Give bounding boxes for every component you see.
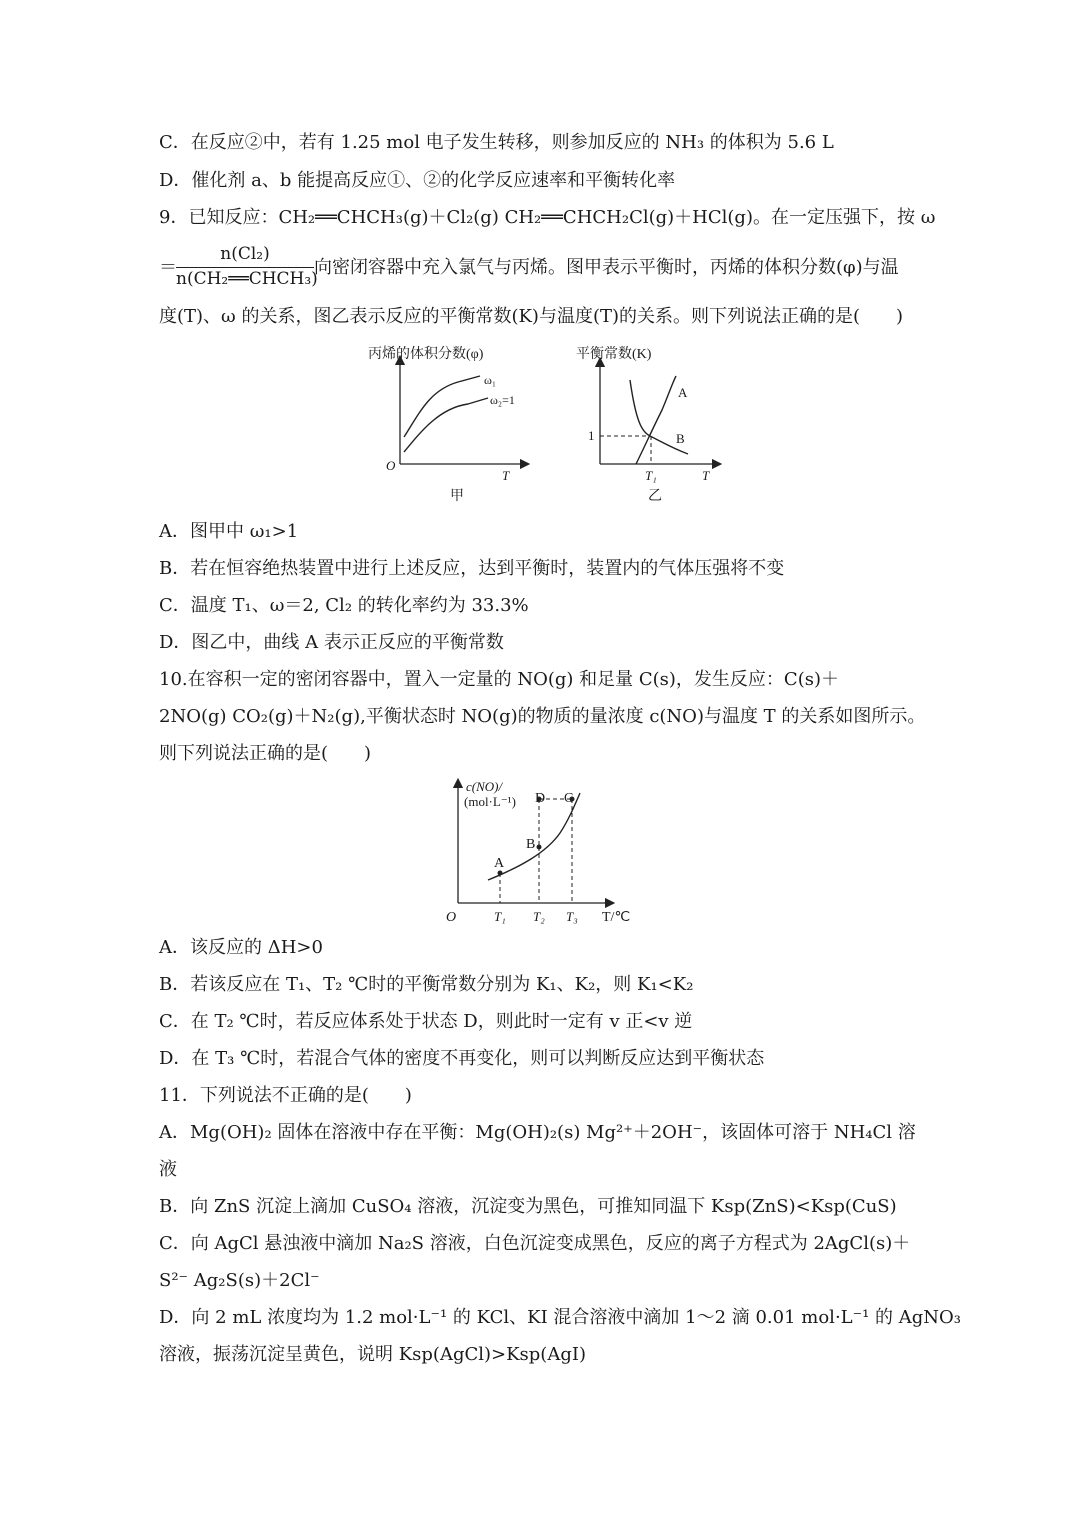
fig3-xlabel: T/℃ (602, 910, 631, 925)
fig3-xtick-t1: T₁ (494, 909, 506, 924)
q9-fraction-denominator: n(CH₂══CHCH₃) (176, 269, 318, 289)
fig3-xtick-t2: T₂ (533, 909, 545, 924)
fig3-origin: O (446, 910, 457, 925)
q8-option-d: D．催化剂 a、b 能提高反应①、②的化学反应速率和平衡转化率 (159, 170, 676, 191)
fig3-point-c: C (564, 791, 574, 806)
q9-figure-yi (572, 340, 722, 505)
q9-fraction-numerator: n(Cl₂) (220, 244, 270, 264)
fig2-ylabel: 平衡常数(K) (576, 347, 652, 362)
fig2-caption: 乙 (648, 489, 662, 504)
q11-option-a-line2: 液 (159, 1159, 177, 1180)
q11-option-c-line1: C．向 AgCl 悬浊液中滴加 Na₂S 溶液，白色沉淀变成黑色，反应的离子方程式为 2AgCl(s)＋ (159, 1233, 911, 1254)
q9-option-b: B．若在恒容绝热装置中进行上述反应，达到平衡时，装置内的气体压强将不变 (159, 558, 785, 579)
fig1-ylabel: 丙烯的体积分数(φ) (368, 347, 484, 362)
q10-stem-line2: 2NO(g) CO₂(g)＋N₂(g),平衡状态时 NO(g)的物质的量浓度 c(NO)与温度 T 的关系如图所示。 (159, 706, 926, 727)
fig3-point-a: A (494, 856, 505, 871)
q11-option-b: B．向 ZnS 沉淀上滴加 CuSO₄ 溶液，沉淀变为黑色，可推知同温下 Ksp(ZnS)<Ksp(CuS) (159, 1196, 897, 1217)
q9-option-d: D．图乙中，曲线 A 表示正反应的平衡常数 (159, 632, 504, 653)
q11-stem: 11．下列说法不正确的是( ) (159, 1085, 412, 1106)
q10-option-b: B．若该反应在 T₁、T₂ ℃时的平衡常数分别为 K₁、K₂，则 K₁<K₂ (159, 974, 694, 995)
fig2-curve-a-label: A (678, 385, 688, 400)
fig1-curve1-label: ω₁ (484, 373, 497, 387)
q9-stem-line3: 度(T)、ω 的关系，图乙表示反应的平衡常数(K)与温度(T)的关系。则下列说法正确的是( ) (159, 306, 904, 327)
q11-option-d-line2: 溶液，振荡沉淀呈黄色，说明 Ksp(AgCl)>Ksp(AgI) (159, 1344, 586, 1365)
q10-stem-line3: 则下列说法正确的是( ) (159, 743, 372, 764)
fig1-curve2-label: ω₂=1 (490, 393, 515, 407)
fig2-curve-b-label: B (676, 431, 685, 446)
fig2-xtick-t1: T₁ (645, 468, 657, 483)
fig2-ytick-1: 1 (588, 428, 595, 443)
q9-option-c: C．温度 T₁、ω＝2, Cl₂ 的转化率约为 33.3% (159, 595, 529, 616)
q9-option-a: A．图甲中 ω₁>1 (159, 521, 299, 542)
q11-option-c-line2: S²⁻ Ag₂S(s)＋2Cl⁻ (159, 1270, 320, 1291)
fig2-xlabel: T (702, 468, 710, 483)
fig3-ylabel-line2: (mol·L⁻¹) (464, 794, 516, 809)
fig3-point-d: D (535, 791, 546, 806)
q9-figure-jia (360, 340, 540, 505)
fig1-origin: O (386, 458, 396, 473)
q10-stem-line1: 10.在容积一定的密闭容器中，置入一定量的 NO(g) 和足量 C(s)，发生反应：C(s)＋ (159, 669, 839, 690)
fig3-point-b: B (526, 837, 536, 852)
q10-figure (440, 775, 650, 930)
q10-option-d: D．在 T₃ ℃时，若混合气体的密度不再变化，则可以判断反应达到平衡状态 (159, 1048, 765, 1069)
q11-option-d-line1: D．向 2 mL 浓度均为 1.2 mol·L⁻¹ 的 KCl、KI 混合溶液中滴加 1～2 滴 0.01 mol·L⁻¹ 的 AgNO₃ (159, 1307, 962, 1328)
fig3-xtick-t3: T₃ (566, 909, 578, 924)
q10-option-a: A．该反应的 ΔH>0 (159, 937, 323, 958)
q9-stem-line1: 9．已知反应：CH₂══CHCH₃(g)＋Cl₂(g) CH₂══CHCH₂Cl(g)＋HCl(g)。在一定压强下，按 ω (159, 207, 936, 228)
fig3-ylabel-line1: c(NO)/ (466, 779, 503, 794)
q8-option-c: C．在反应②中，若有 1.25 mol 电子发生转移，则参加反应的 NH₃ 的体积为 5.6 L (159, 132, 834, 153)
fig1-xlabel: T (502, 468, 510, 483)
q9-equals-sign: ＝ (159, 257, 177, 278)
q9-stem-line2: 向密闭容器中充入氯气与丙烯。图甲表示平衡时，丙烯的体积分数(φ)与温 (314, 257, 899, 278)
q10-option-c: C．在 T₂ ℃时，若反应体系处于状态 D，则此时一定有 v 正<v 逆 (159, 1011, 693, 1032)
fig1-caption: 甲 (450, 489, 464, 504)
q11-option-a-line1: A．Mg(OH)₂ 固体在溶液中存在平衡：Mg(OH)₂(s) Mg²⁺＋2OH⁻，该固体可溶于 NH₄Cl 溶 (159, 1122, 916, 1143)
